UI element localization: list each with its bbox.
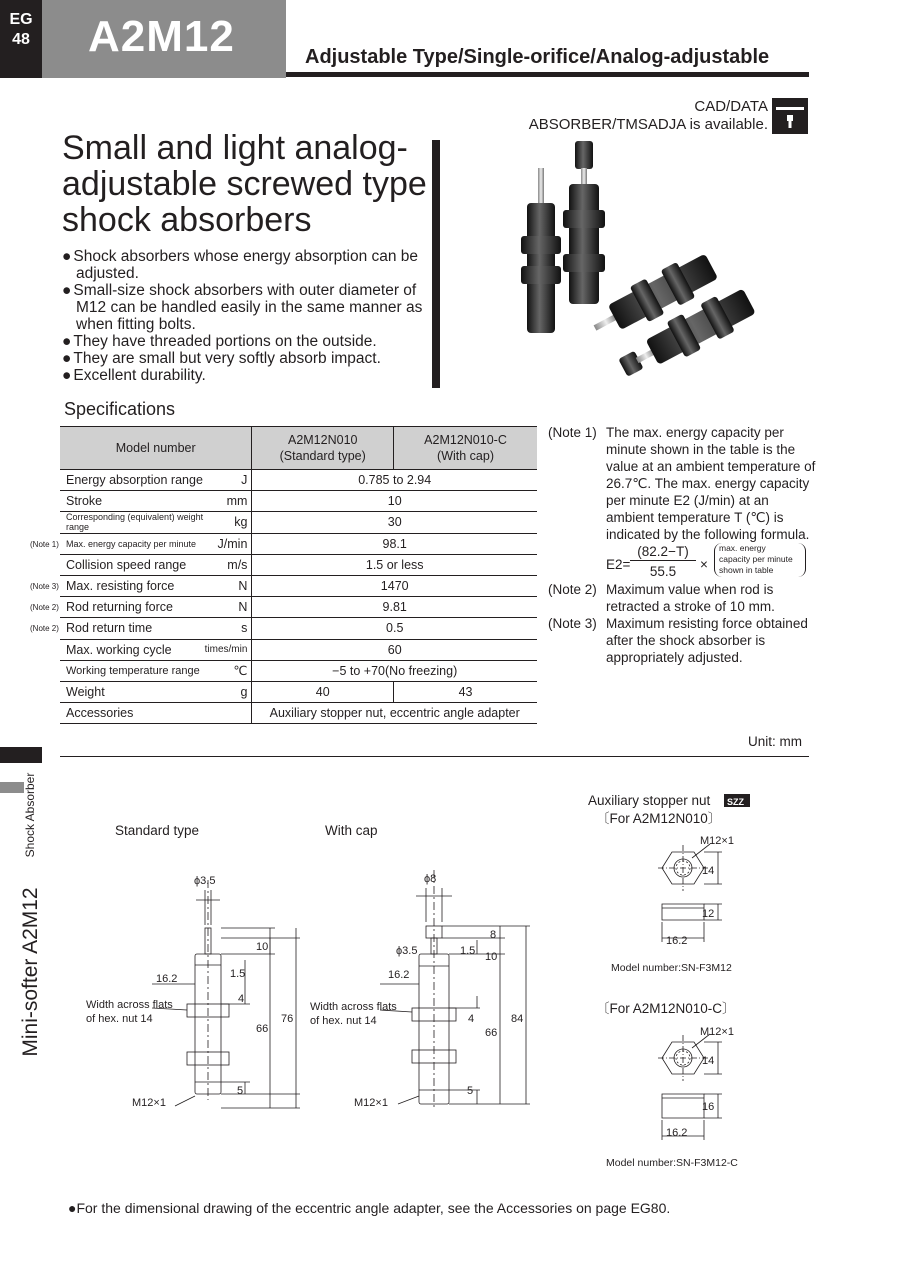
formula-paren-line: capacity per minute (719, 554, 793, 564)
feature-item: ● Small-size shock absorbers with outer diameter of M12 can be handled easily in the same manner as when fitting bolts. (62, 282, 432, 333)
spec-name: Max. energy capacity per minute (60, 533, 205, 554)
nut-label: of hex. nut 14 (310, 1015, 377, 1027)
stopper-model-b: Model number:SN-F3M12-C (606, 1157, 738, 1169)
header-rule (286, 72, 809, 77)
spec-name: Collision speed range (60, 554, 205, 575)
spec-name: Working temperature range (60, 660, 205, 681)
dim-label: ϕ3.5 (396, 945, 418, 957)
spec-unit: N (205, 597, 252, 618)
feature-item: ● They have threaded portions on the outside. (62, 333, 432, 350)
cap-model-type: (With cap) (437, 449, 494, 463)
dim-label: 66 (485, 1027, 498, 1039)
dim-label: ϕ3.5 (194, 875, 216, 887)
section-rule (60, 756, 809, 757)
spec-value: −5 to +70(No freezing) (252, 660, 537, 681)
spec-unit: J (205, 470, 252, 491)
table-row (60, 512, 537, 533)
note-1 (548, 424, 818, 543)
spec-unit: s (205, 618, 252, 639)
feature-list (62, 248, 432, 384)
page-number: 48 (12, 31, 30, 48)
dim-label: 16 (702, 1101, 715, 1113)
with-cap-title: With cap (325, 823, 378, 838)
standard-model-type: (Standard type) (279, 449, 366, 463)
thread-label: M12×1 (132, 1097, 166, 1109)
spec-unit: g (205, 681, 252, 702)
headline: Small and light analog-adjustable screwed type shock absorbers (62, 129, 427, 239)
dim-label: 10 (485, 951, 498, 963)
side-product-label: Mini-softer A2M12 (19, 887, 42, 1057)
spec-name: Accessories (60, 703, 205, 724)
szz-badge: SZZ (727, 797, 744, 807)
dim-label: 4 (238, 993, 245, 1005)
spec-value: 10 (252, 491, 537, 512)
note-2 (548, 581, 818, 615)
spec-value: 43 (394, 681, 537, 702)
spec-value: 9.81 (252, 597, 537, 618)
table-row (60, 618, 537, 639)
headline-bar (432, 140, 440, 388)
spec-unit: times/min (205, 639, 252, 660)
formula-numerator: (82.2−T) (630, 543, 696, 561)
spec-value: 1.5 or less (252, 554, 537, 575)
footnote (68, 1200, 670, 1216)
row-note: (Note 2) (30, 624, 59, 633)
spec-unit: ℃ (205, 660, 252, 681)
stopper-title: Auxiliary stopper nut (588, 793, 711, 808)
cad-data-label: CAD/DATA (694, 98, 768, 115)
spec-name: Weight (60, 681, 205, 702)
spec-value: 30 (252, 512, 537, 533)
table-row (60, 639, 537, 660)
model-number-header: Model number (60, 427, 252, 470)
spec-value: 0.5 (252, 618, 537, 639)
standard-type-title: Standard type (115, 823, 200, 838)
dim-label: 66 (256, 1023, 269, 1035)
page-code: EG (9, 11, 33, 28)
table-row (60, 554, 537, 575)
nut-label: Width across flats (86, 999, 173, 1011)
dim-label: 12 (702, 908, 715, 920)
table-row (60, 470, 537, 491)
formula (606, 543, 818, 581)
spec-name: Max. resisting force (60, 575, 205, 596)
cad-data-available: is available. (689, 116, 768, 133)
cap-model-number: A2M12N010-C (424, 433, 507, 447)
spec-value: 40 (252, 681, 394, 702)
thread-label: M12×1 (700, 1026, 734, 1038)
dim-label: 5 (237, 1085, 244, 1097)
note-key: (Note 3) (548, 616, 597, 631)
table-row (60, 575, 537, 596)
specifications-title: Specifications (64, 399, 176, 419)
spec-name: Rod returning force (60, 597, 205, 618)
nut-label: Width across flats (310, 1001, 397, 1013)
stopper-nut-b-drawing (658, 1034, 722, 1140)
formula-denominator: 55.5 (649, 564, 677, 579)
spec-value: 0.785 to 2.94 (252, 470, 537, 491)
dim-label: 1.5 (230, 968, 246, 980)
dim-label: 76 (281, 1013, 294, 1025)
spec-name: Rod return time (60, 618, 205, 639)
cap-model-header (394, 427, 537, 470)
row-note: (Note 1) (30, 540, 59, 549)
note-key: (Note 1) (548, 425, 597, 440)
note-text: The max. energy capacity per minute shown in the table is the value at an ambient temperature of 26.7℃. The max. energy capacity per minute E2 (J/min) at an ambient temperature T (℃) is indicated by the following formula. (606, 425, 816, 542)
spec-unit: mm (205, 491, 252, 512)
spec-name: Corresponding (equivalent) weight range (60, 512, 205, 533)
nut-label: of hex. nut 14 (86, 1013, 153, 1025)
row-note: (Note 3) (30, 582, 59, 591)
dim-label: 16.2 (666, 935, 688, 947)
dim-label: 5 (467, 1085, 474, 1097)
formula-paren (714, 543, 806, 577)
stopper-nut-a-drawing (658, 844, 722, 942)
dim-label: 10 (256, 941, 269, 953)
spec-unit: kg (205, 512, 252, 533)
spec-unit (205, 703, 252, 724)
feature-item: ● Excellent durability. (62, 367, 432, 384)
model-banner (42, 0, 286, 78)
standard-model-header (252, 427, 394, 470)
table-row (60, 681, 537, 702)
dim-label: 16.2 (156, 973, 178, 985)
stopper-for-b: 〔For A2M12N010-C〕 (596, 1001, 736, 1016)
note-key: (Note 2) (548, 582, 597, 597)
spec-value: 60 (252, 639, 537, 660)
thread-label: M12×1 (354, 1097, 388, 1109)
cad-data-line (508, 116, 768, 133)
model-title: A2M12 (88, 12, 235, 61)
spec-unit: J/min (205, 533, 252, 554)
table-header-row (60, 427, 537, 470)
table-row (60, 533, 537, 554)
dim-label: 1.5 (460, 945, 476, 957)
dim-label: 16.2 (666, 1127, 688, 1139)
footnote-text: For the dimensional drawing of the eccentric angle adapter, see the Accessories on page EG80. (76, 1200, 671, 1216)
formula-paren-line: shown in table (719, 565, 774, 575)
dim-label: 8 (490, 929, 497, 941)
dim-label: 14 (702, 865, 715, 877)
notes (548, 424, 818, 666)
spec-name: Energy absorption range (60, 470, 205, 491)
side-category-label: Shock Absorber (23, 772, 37, 858)
side-category (18, 770, 42, 860)
dim-label: 16.2 (388, 969, 410, 981)
feature-item: ● They are small but very softly absorb impact. (62, 350, 432, 367)
standard-model-number: A2M12N010 (287, 433, 358, 447)
formula-times: × (700, 557, 708, 572)
table-row (60, 660, 537, 681)
spec-unit: N (205, 575, 252, 596)
spec-value: Auxiliary stopper nut, eccentric angle adapter (252, 703, 537, 724)
stopper-model-a: Model number:SN-F3M12 (611, 962, 732, 974)
side-product (18, 870, 46, 1080)
spec-name: Max. working cycle (60, 639, 205, 660)
standard-type-drawing (152, 880, 300, 1108)
page-number-tab (0, 0, 42, 78)
note-3 (548, 615, 818, 666)
with-cap-drawing (380, 870, 530, 1110)
formula-paren-line: max. energy (719, 543, 766, 553)
dim-label: ϕ8 (424, 873, 437, 885)
table-row (60, 491, 537, 512)
note-text: Maximum resisting force obtained after the shock absorber is appropriately adjusted. (606, 616, 808, 665)
page-subtitle: Adjustable Type/Single-orifice/Analog-adjustable (305, 46, 770, 68)
cad-data-code: ABSORBER/TMSADJA (528, 116, 686, 133)
formula-lhs: E2= (606, 557, 631, 572)
table-row (60, 597, 537, 618)
table-row (60, 703, 537, 724)
product-photo (505, 138, 775, 398)
dim-label: 84 (511, 1013, 524, 1025)
bullet-icon: ● (68, 1200, 77, 1216)
stopper-for-a: 〔For A2M12N010〕 (596, 811, 722, 826)
spec-value: 98.1 (252, 533, 537, 554)
side-tab-black (0, 747, 42, 763)
row-note: (Note 2) (30, 603, 59, 612)
dim-label: 4 (468, 1013, 475, 1025)
dim-label: 14 (702, 1055, 715, 1067)
spec-unit: m/s (205, 554, 252, 575)
cad-data-icon (772, 98, 808, 134)
thread-label: M12×1 (700, 835, 734, 847)
note-text: Maximum value when rod is retracted a stroke of 10 mm. (606, 582, 775, 614)
specifications-table (60, 426, 537, 724)
spec-value: 1470 (252, 575, 537, 596)
dimension-drawings (60, 760, 820, 1180)
unit-label: Unit: mm (748, 734, 802, 749)
spec-name: Stroke (60, 491, 205, 512)
feature-item: ● Shock absorbers whose energy absorption can be adjusted. (62, 248, 432, 282)
